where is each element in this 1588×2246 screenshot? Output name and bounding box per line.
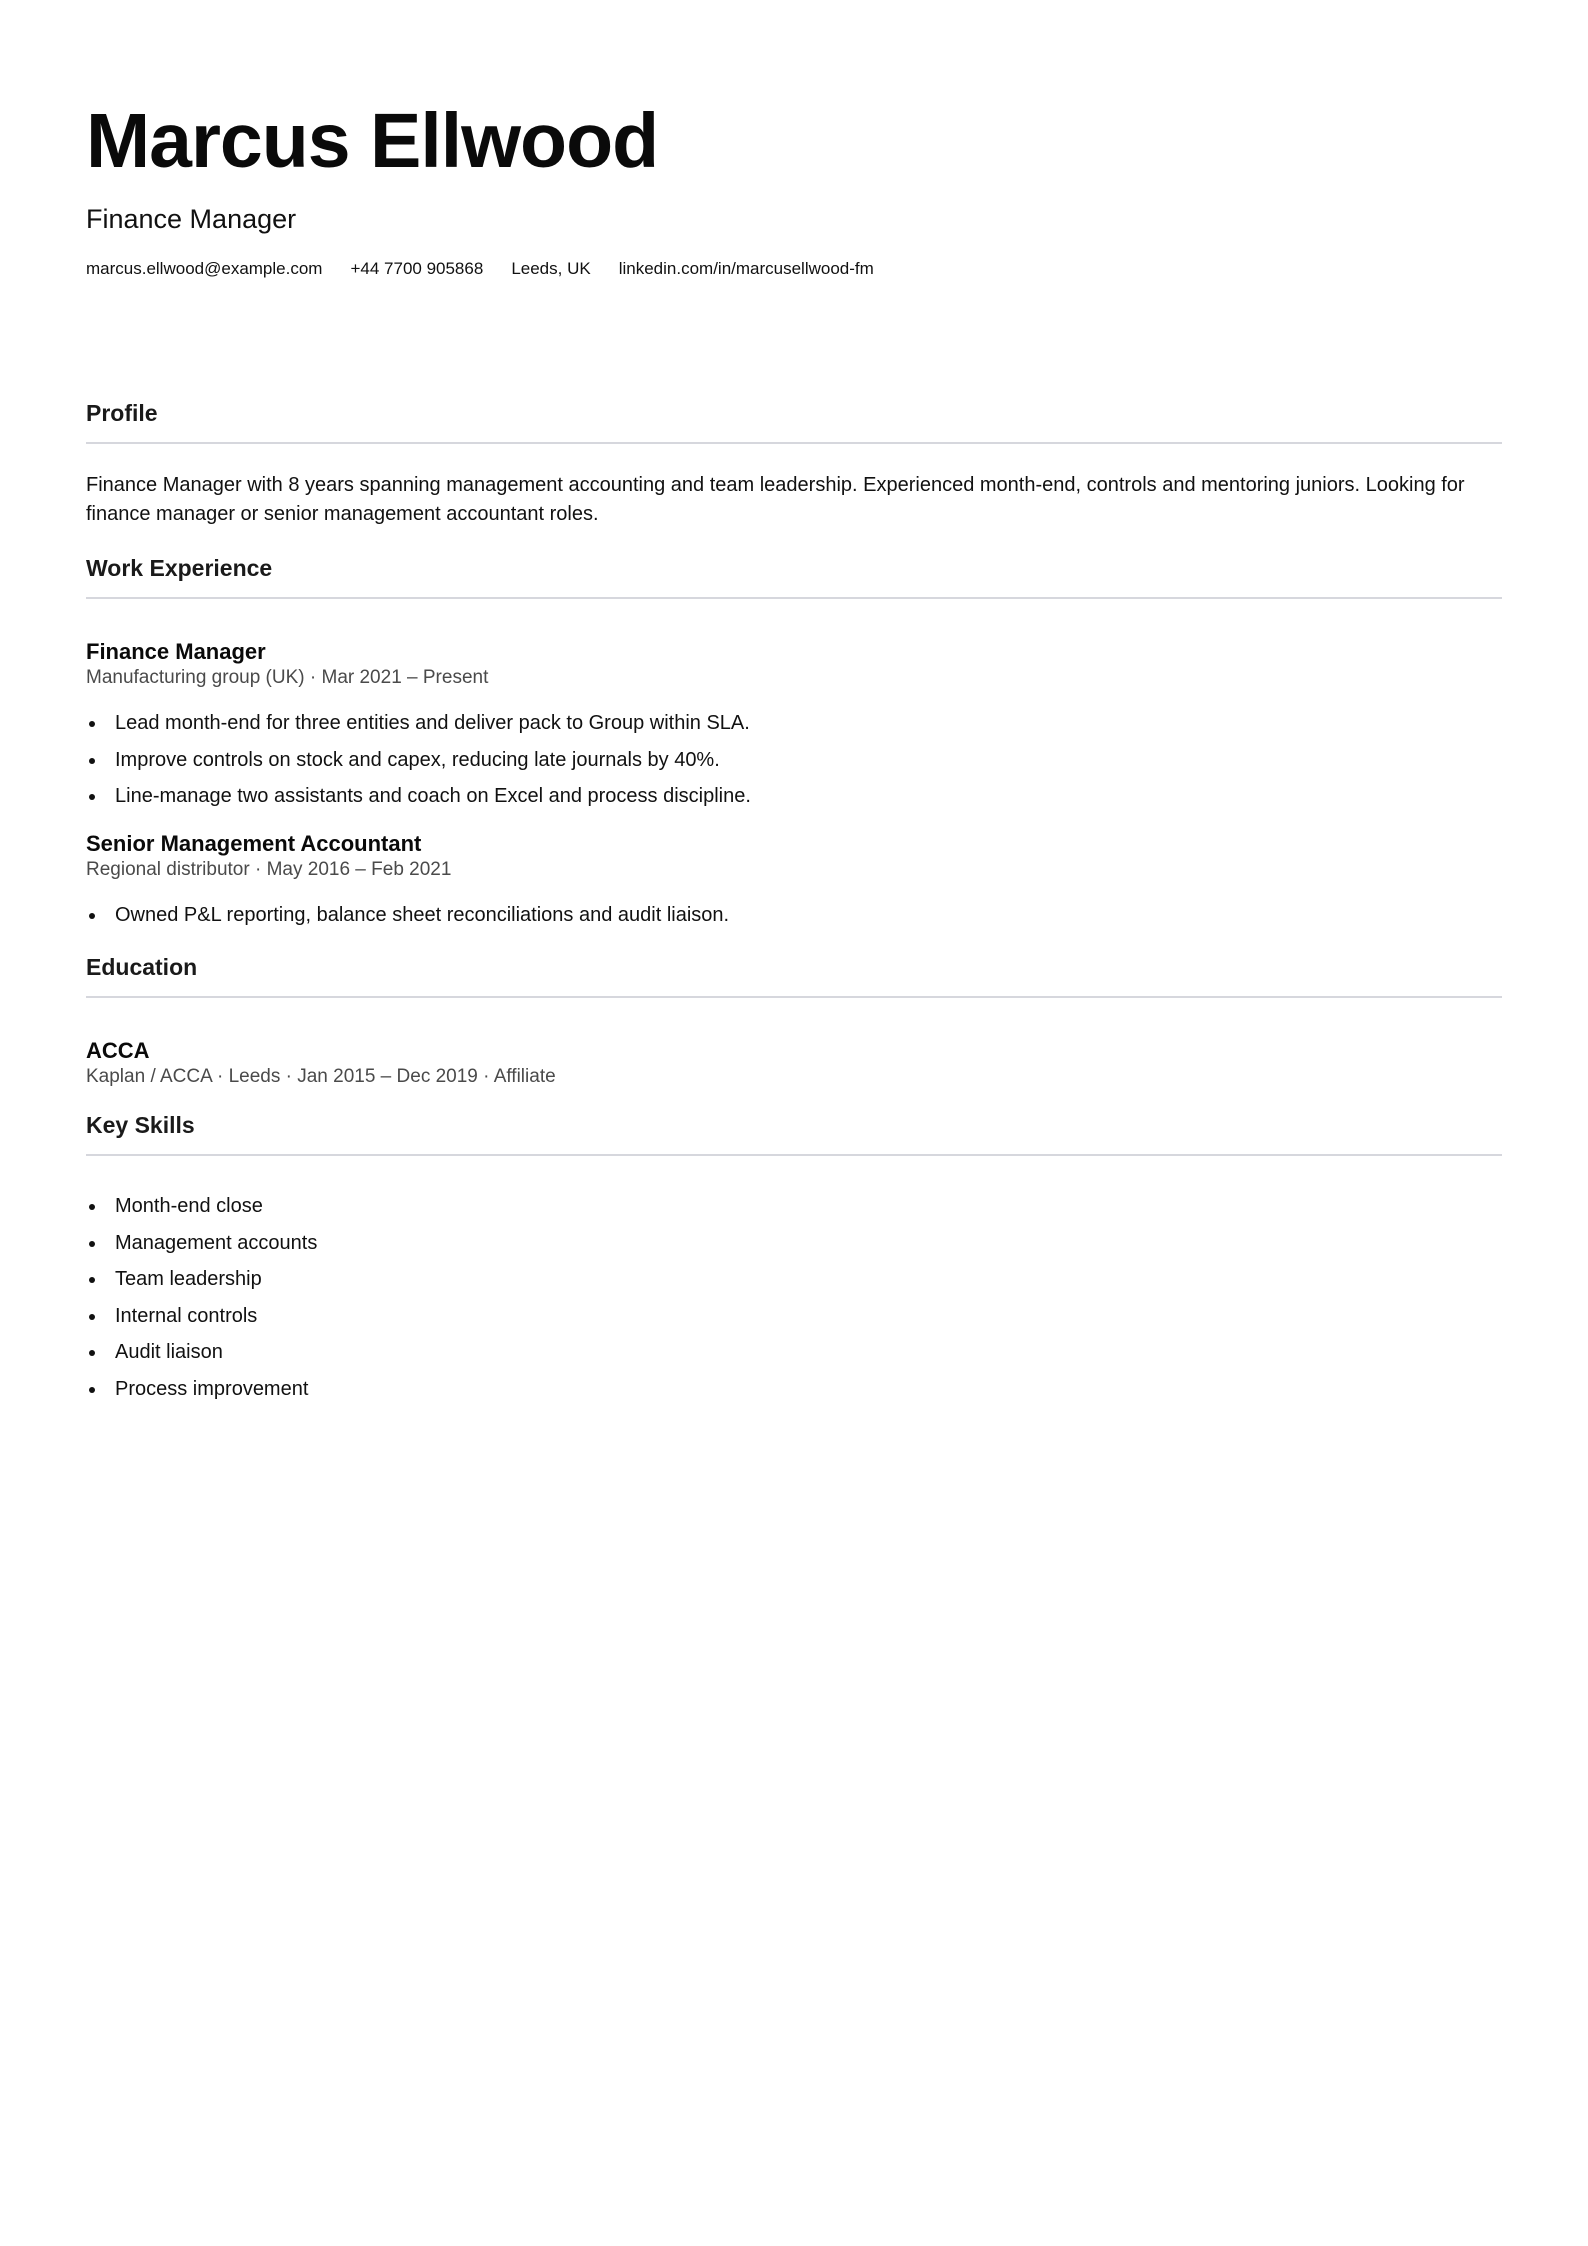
job-bullet: Owned P&L reporting, balance sheet reconciliations and audit liaison. xyxy=(86,897,1502,934)
skill-item: Process improvement xyxy=(86,1371,1502,1408)
education-section xyxy=(86,953,1502,1089)
contact-line xyxy=(86,258,1502,280)
section-divider xyxy=(86,442,1502,444)
job-meta: Manufacturing group (UK) · Mar 2021 – Present xyxy=(86,667,489,688)
section-divider xyxy=(86,996,1502,998)
experience-section xyxy=(86,554,1502,933)
job-bullets xyxy=(86,897,1502,934)
resume-header xyxy=(86,0,1502,280)
section-divider xyxy=(86,597,1502,599)
skill-item: Audit liaison xyxy=(86,1334,1502,1371)
candidate-title: Finance Manager xyxy=(86,204,297,234)
skills-section xyxy=(86,1111,1502,1407)
contact-linkedin[interactable]: linkedin.com/in/marcusellwood-fm xyxy=(618,259,874,278)
contact-email[interactable]: marcus.ellwood@example.com xyxy=(86,259,323,278)
skills-list xyxy=(86,1188,1502,1407)
job-bullet: Line-manage two assistants and coach on Excel and process discipline. xyxy=(86,778,1502,815)
job-bullet: Lead month-end for three entities and deliver pack to Group within SLA. xyxy=(86,705,1502,742)
skill-item: Management accounts xyxy=(86,1225,1502,1262)
education-qualification: ACCA xyxy=(86,1038,150,1063)
skill-item: Team leadership xyxy=(86,1261,1502,1298)
experience-heading: Work Experience xyxy=(86,555,273,581)
section-divider xyxy=(86,1154,1502,1156)
job-role: Finance Manager xyxy=(86,639,266,664)
job-entry xyxy=(86,639,1502,815)
contact-location: Leeds, UK xyxy=(511,259,591,278)
candidate-name: Marcus Ellwood xyxy=(86,98,659,184)
education-meta: Kaplan / ACCA · Leeds · Jan 2015 – Dec 2019 · Affiliate xyxy=(86,1066,556,1087)
education-heading: Education xyxy=(86,954,198,980)
job-entry xyxy=(86,831,1502,934)
education-entry xyxy=(86,1038,1502,1089)
profile-summary: Finance Manager with 8 years spanning management accounting and team leadership. Experienced month-end, controls and mentoring juniors. Looking for finance manager or senior management accountant roles. xyxy=(86,474,1465,525)
job-meta: Regional distributor · May 2016 – Feb 2021 xyxy=(86,858,452,880)
job-bullets xyxy=(86,705,1502,815)
profile-heading: Profile xyxy=(86,400,158,426)
skill-item: Internal controls xyxy=(86,1298,1502,1335)
contact-phone[interactable]: +44 7700 905868 xyxy=(350,259,484,278)
skill-item: Month-end close xyxy=(86,1188,1502,1225)
profile-section xyxy=(86,399,1502,529)
job-bullet: Improve controls on stock and capex, reducing late journals by 40%. xyxy=(86,742,1502,779)
skills-heading: Key Skills xyxy=(86,1112,195,1138)
job-role: Senior Management Accountant xyxy=(86,830,422,856)
